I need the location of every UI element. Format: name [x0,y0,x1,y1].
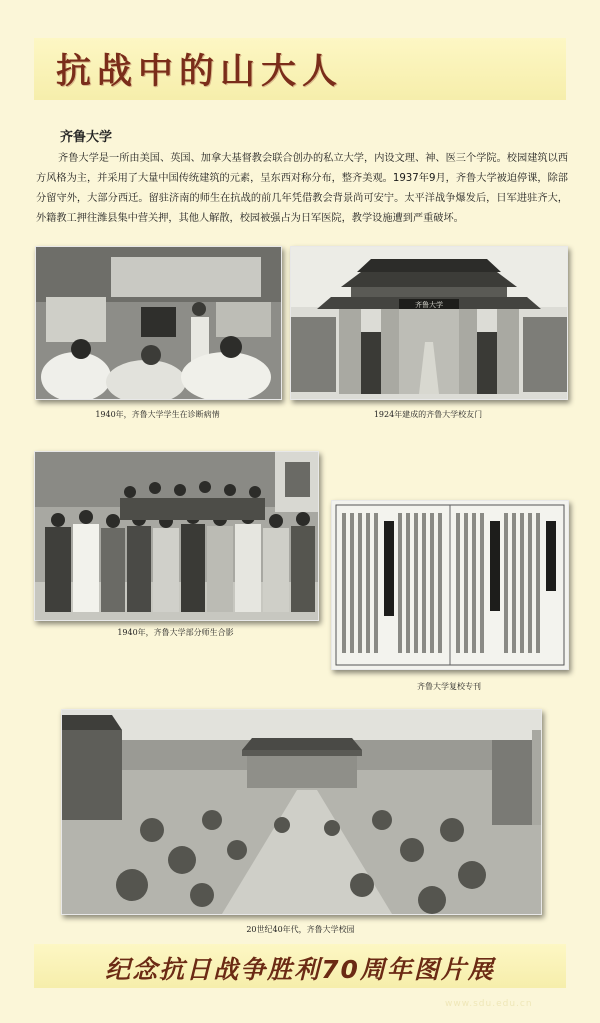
photo-reopening-issue-image [332,501,568,669]
exhibition-title: 纪念抗日战争胜利70周年图片展 [105,955,495,984]
caption-alumni-gate: 1924年建成的齐鲁大学校友门 [373,410,483,419]
photo-campus [61,709,542,915]
photo-group-portrait-image [35,452,318,620]
photo-group-portrait [34,451,319,621]
caption-reopening-issue: 齐鲁大学复校专刊 [417,682,481,691]
page-title: 抗战中的山大人 [56,52,344,92]
caption-students-diagnosing: 1940年，齐鲁大学学生在诊断病情 [95,410,220,419]
caption-campus: 20世纪40年代，齐鲁大学校园 [246,925,355,934]
photo-alumni-gate-image [291,247,567,399]
photo-students-diagnosing-image [36,247,281,399]
photo-reopening-issue [331,500,569,670]
photo-students-diagnosing [35,246,282,400]
photo-campus-image [62,710,541,914]
watermark: www.sdu.edu.cn [445,999,533,1009]
photo-alumni-gate [290,246,568,400]
caption-group-portrait: 1940年，齐鲁大学部分师生合影 [117,628,234,637]
gate-plaque-text: 齐鲁大学 [415,301,443,309]
section-title: 齐鲁大学 [60,130,113,145]
section-body: 齐鲁大学是一所由美国、英国、加拿大基督教会联合创办的私立大学，内设文理、神、医三个学院。校园建筑以西方风格为主，并采用了大量中国传统建筑的元素，呈东西对称分布，整齐美观。1937年9月，齐鲁大学被迫停课，除部分留守外，大部分西迁。留驻济南的师生在抗战的前几年凭借教会背景尚可安宁。太平洋战争爆发后，日军进驻齐大，外籍教工押往潍县集中营关押，其他人解散，校园被强占为日军医院，教学设施遭到严重破坏。 [36,153,568,224]
